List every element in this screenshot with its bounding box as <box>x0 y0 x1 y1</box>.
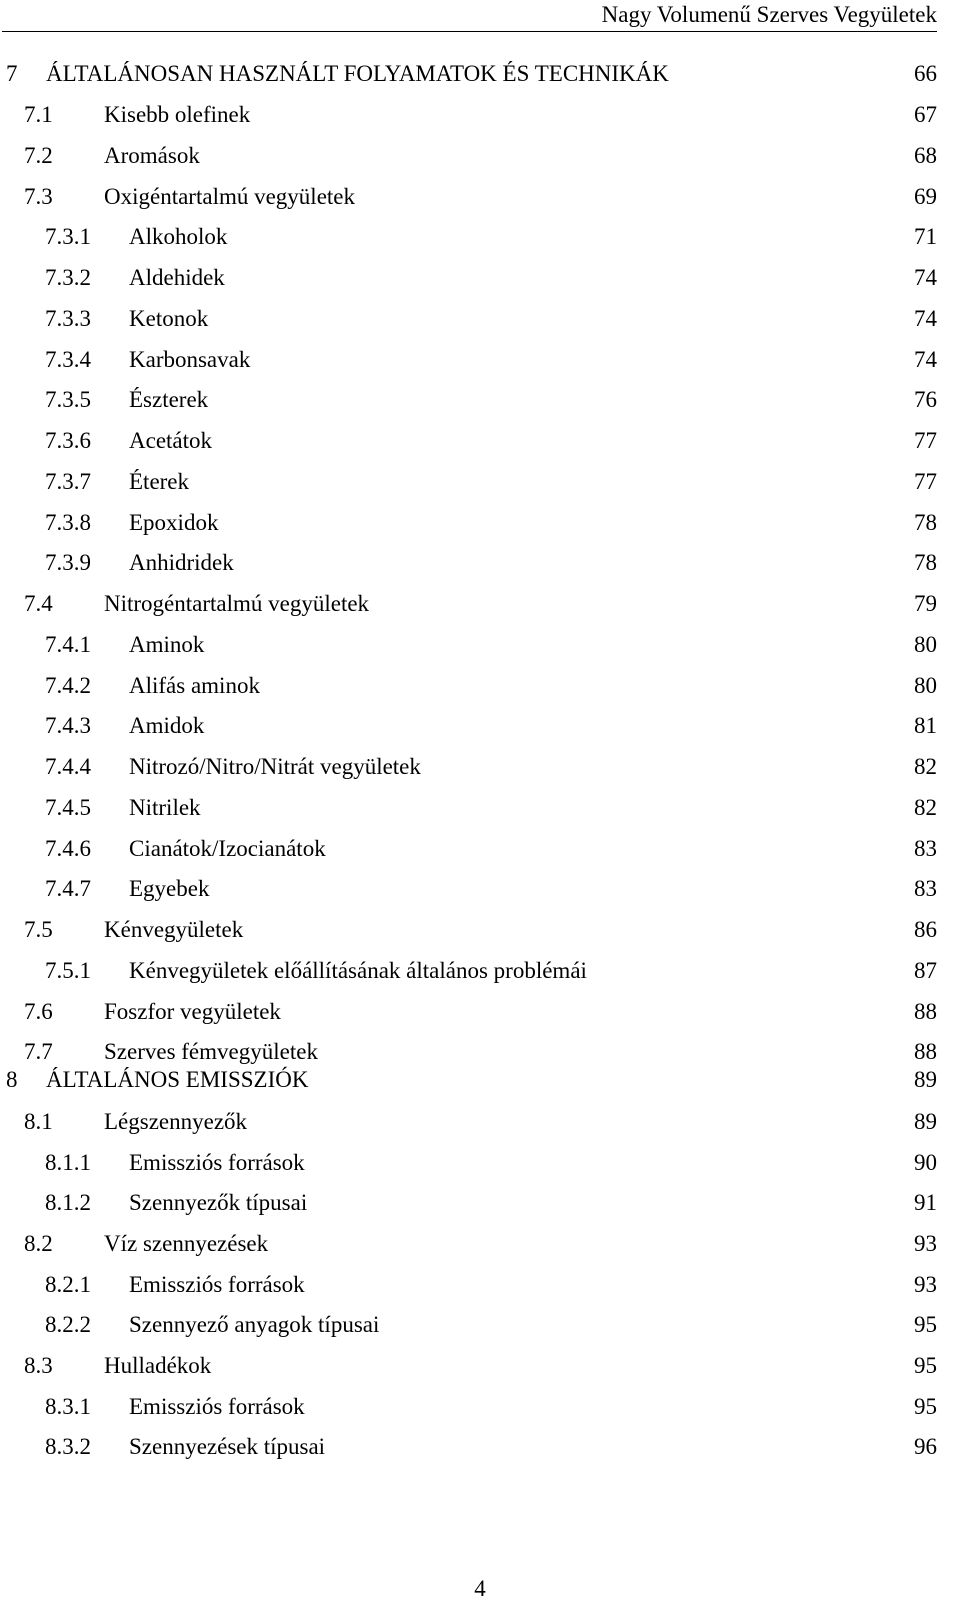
toc-entry-number: 7.3.3 <box>45 306 91 331</box>
toc-entry-page: 82 <box>914 754 937 779</box>
toc-entry[interactable] <box>0 711 960 741</box>
toc-entry-page: 69 <box>914 184 937 209</box>
toc-entry-page: 96 <box>914 1434 937 1459</box>
toc-entry-number: 8.3.1 <box>45 1394 91 1419</box>
toc-entry[interactable] <box>0 793 960 823</box>
toc-entry-title: Ketonok <box>129 306 209 331</box>
page-number: 4 <box>474 1576 486 1601</box>
toc-entry-page: 77 <box>914 469 937 494</box>
toc-entry-page: 90 <box>914 1150 937 1175</box>
toc-entry-number: 8.3 <box>24 1353 53 1378</box>
toc-entry[interactable] <box>0 1432 960 1462</box>
toc-entry[interactable] <box>0 182 960 212</box>
toc-entry-number: 7.3.7 <box>45 469 91 494</box>
toc-entry[interactable] <box>0 1392 960 1422</box>
toc-entry-title: Aldehidek <box>129 265 225 290</box>
toc-entry-page: 68 <box>914 143 937 168</box>
toc-entry-page: 95 <box>914 1394 937 1419</box>
toc-entry-page: 66 <box>914 61 937 86</box>
toc-entry[interactable] <box>0 589 960 619</box>
toc-entry[interactable] <box>0 874 960 904</box>
toc-entry[interactable] <box>0 548 960 578</box>
toc-entry-number: 7.4.7 <box>45 876 91 901</box>
toc-entry-title: Epoxidok <box>129 510 219 535</box>
toc-entry[interactable] <box>0 345 960 375</box>
toc-entry-title: Szennyezések típusai <box>129 1434 326 1459</box>
toc-entry-number: 8.3.2 <box>45 1434 91 1459</box>
toc-entry[interactable] <box>0 304 960 334</box>
toc-entry-number: 7.1 <box>24 102 53 127</box>
toc-entry-number: 8.1.1 <box>45 1150 91 1175</box>
toc-entry-title: Hulladékok <box>104 1353 212 1378</box>
toc-entry[interactable] <box>0 263 960 293</box>
toc-entry-title: Karbonsavak <box>129 347 251 372</box>
toc-entry-title: Oxigéntartalmú vegyületek <box>104 184 356 209</box>
toc-entry-page: 93 <box>914 1231 937 1256</box>
toc-entry-title: Emissziós források <box>129 1150 305 1175</box>
toc-entry-title: Cianátok/Izocianátok <box>129 836 326 861</box>
toc-entry[interactable] <box>0 100 960 130</box>
toc-entry-title: Anhidridek <box>129 550 234 575</box>
toc-entry-number: 8.1.2 <box>45 1190 91 1215</box>
toc-entry-number: 7.4.2 <box>45 673 91 698</box>
toc-entry-page: 82 <box>914 795 937 820</box>
toc-entry-title: Nitrozó/Nitro/Nitrát vegyületek <box>129 754 421 779</box>
toc-entry[interactable] <box>0 385 960 415</box>
toc-entry[interactable] <box>0 222 960 252</box>
toc-entry-page: 80 <box>914 632 937 657</box>
toc-entry-number: 7.3.9 <box>45 550 91 575</box>
toc-entry[interactable] <box>0 1351 960 1381</box>
toc-entry-number: 8.1 <box>24 1109 53 1134</box>
toc-entry-title: Észterek <box>129 387 209 412</box>
toc-entry-page: 76 <box>914 387 937 412</box>
toc-entry-number: 7.7 <box>24 1039 53 1064</box>
toc-entry-page: 81 <box>914 713 937 738</box>
toc-entry-page: 74 <box>914 347 937 372</box>
toc-entry-number: 8.2.1 <box>45 1272 91 1297</box>
header-rule <box>2 31 937 32</box>
toc-entry-title: Szennyező anyagok típusai <box>129 1312 380 1337</box>
toc-entry-title: ÁLTALÁNOS EMISSZIÓK <box>46 1067 309 1092</box>
toc-entry-page: 79 <box>914 591 937 616</box>
toc-entry-title: Légszennyezők <box>104 1109 248 1134</box>
toc-entry-page: 89 <box>914 1109 937 1134</box>
toc-entry[interactable] <box>0 1037 960 1067</box>
toc-entry[interactable] <box>0 1229 960 1259</box>
toc-entry-number: 7.3.5 <box>45 387 91 412</box>
toc-entry-number: 7.4.5 <box>45 795 91 820</box>
toc-entry[interactable] <box>0 426 960 456</box>
toc-entry-page: 91 <box>914 1190 937 1215</box>
toc-entry[interactable] <box>0 1148 960 1178</box>
toc-entry[interactable] <box>0 1310 960 1340</box>
toc-entry-page: 88 <box>914 999 937 1024</box>
toc-entry[interactable] <box>0 834 960 864</box>
toc-entry-number: 7.4.1 <box>45 632 91 657</box>
toc-entry[interactable] <box>0 1065 960 1095</box>
toc-entry-number: 7.5.1 <box>45 958 91 983</box>
toc-entry-number: 7.3.1 <box>45 224 91 249</box>
toc-entry-number: 7.5 <box>24 917 53 942</box>
toc-entry-number: 7.6 <box>24 999 53 1024</box>
toc-entry-title: Alkoholok <box>129 224 228 249</box>
toc-entry[interactable] <box>0 752 960 782</box>
toc-entry-title: Szennyezők típusai <box>129 1190 308 1215</box>
toc-entry-title: Nitrilek <box>129 795 201 820</box>
toc-entry-page: 95 <box>914 1353 937 1378</box>
toc-entry-title: Emissziós források <box>129 1272 305 1297</box>
toc-entry-title: Egyebek <box>129 876 210 901</box>
toc-entry[interactable] <box>0 1188 960 1218</box>
toc-entry-title: Nitrogéntartalmú vegyületek <box>104 591 370 616</box>
toc-entry-page: 78 <box>914 550 937 575</box>
toc-entry[interactable] <box>0 467 960 497</box>
toc-entry-title: Aromások <box>104 143 200 168</box>
toc-entry-page: 83 <box>914 836 937 861</box>
toc-entry-page: 89 <box>914 1067 937 1092</box>
toc-entry-page: 88 <box>914 1039 937 1064</box>
toc-entry-page: 74 <box>914 306 937 331</box>
toc-entry-title: Éterek <box>129 469 190 494</box>
toc-entry-page: 67 <box>914 102 937 127</box>
toc-entry-title: Acetátok <box>129 428 213 453</box>
toc-entry-title: Kénvegyületek előállításának általános problémái <box>129 958 587 983</box>
toc-entry-title: Aminok <box>129 632 205 657</box>
toc-entry[interactable] <box>0 956 960 986</box>
toc-entry-page: 87 <box>914 958 937 983</box>
toc-entry-title: Kisebb olefinek <box>104 102 251 127</box>
toc-entry-number: 7 <box>6 61 18 86</box>
toc-entry-page: 93 <box>914 1272 937 1297</box>
toc-entry-page: 86 <box>914 917 937 942</box>
toc-entry-page: 71 <box>914 224 937 249</box>
toc-entry[interactable] <box>0 508 960 538</box>
toc-entry-number: 7.4.3 <box>45 713 91 738</box>
toc-entry-number: 7.3.6 <box>45 428 91 453</box>
toc-entry[interactable] <box>0 141 960 171</box>
toc-entry[interactable] <box>0 59 960 89</box>
toc-entry[interactable] <box>0 997 960 1027</box>
toc-entry-page: 77 <box>914 428 937 453</box>
toc-entry-number: 8.2 <box>24 1231 53 1256</box>
toc-entry-number: 7.4 <box>24 591 53 616</box>
toc-entry-number: 7.4.4 <box>45 754 91 779</box>
toc-entry-title: Víz szennyezések <box>104 1231 269 1256</box>
toc-entry-title: Alifás aminok <box>129 673 260 698</box>
toc-entry[interactable] <box>0 1107 960 1137</box>
toc-entry-title: ÁLTALÁNOSAN HASZNÁLT FOLYAMATOK ÉS TECHNIKÁK <box>46 61 669 86</box>
toc-entry-number: 8 <box>6 1067 18 1092</box>
toc-entry-page: 95 <box>914 1312 937 1337</box>
toc-entry-number: 7.3.8 <box>45 510 91 535</box>
toc-entry[interactable] <box>0 915 960 945</box>
toc-entry-page: 74 <box>914 265 937 290</box>
toc-entry[interactable] <box>0 1270 960 1300</box>
toc-entry-number: 8.2.2 <box>45 1312 91 1337</box>
toc-entry-number: 7.3 <box>24 184 53 209</box>
toc-entry[interactable] <box>0 630 960 660</box>
toc-entry-title: Emissziós források <box>129 1394 305 1419</box>
toc-entry-title: Foszfor vegyületek <box>104 999 281 1024</box>
toc-entry-title: Szerves fémvegyületek <box>104 1039 318 1064</box>
toc-entry-title: Amidok <box>129 713 205 738</box>
toc-entry-title: Kénvegyületek <box>104 917 244 942</box>
toc-entry-number: 7.2 <box>24 143 53 168</box>
toc-entry-page: 78 <box>914 510 937 535</box>
running-header: Nagy Volumenű Szerves Vegyületek <box>601 2 937 27</box>
toc-entry-number: 7.4.6 <box>45 836 91 861</box>
toc-entry-page: 80 <box>914 673 937 698</box>
toc-entry[interactable] <box>0 671 960 701</box>
toc-entry-number: 7.3.2 <box>45 265 91 290</box>
toc-entry-number: 7.3.4 <box>45 347 91 372</box>
toc-entry-page: 83 <box>914 876 937 901</box>
